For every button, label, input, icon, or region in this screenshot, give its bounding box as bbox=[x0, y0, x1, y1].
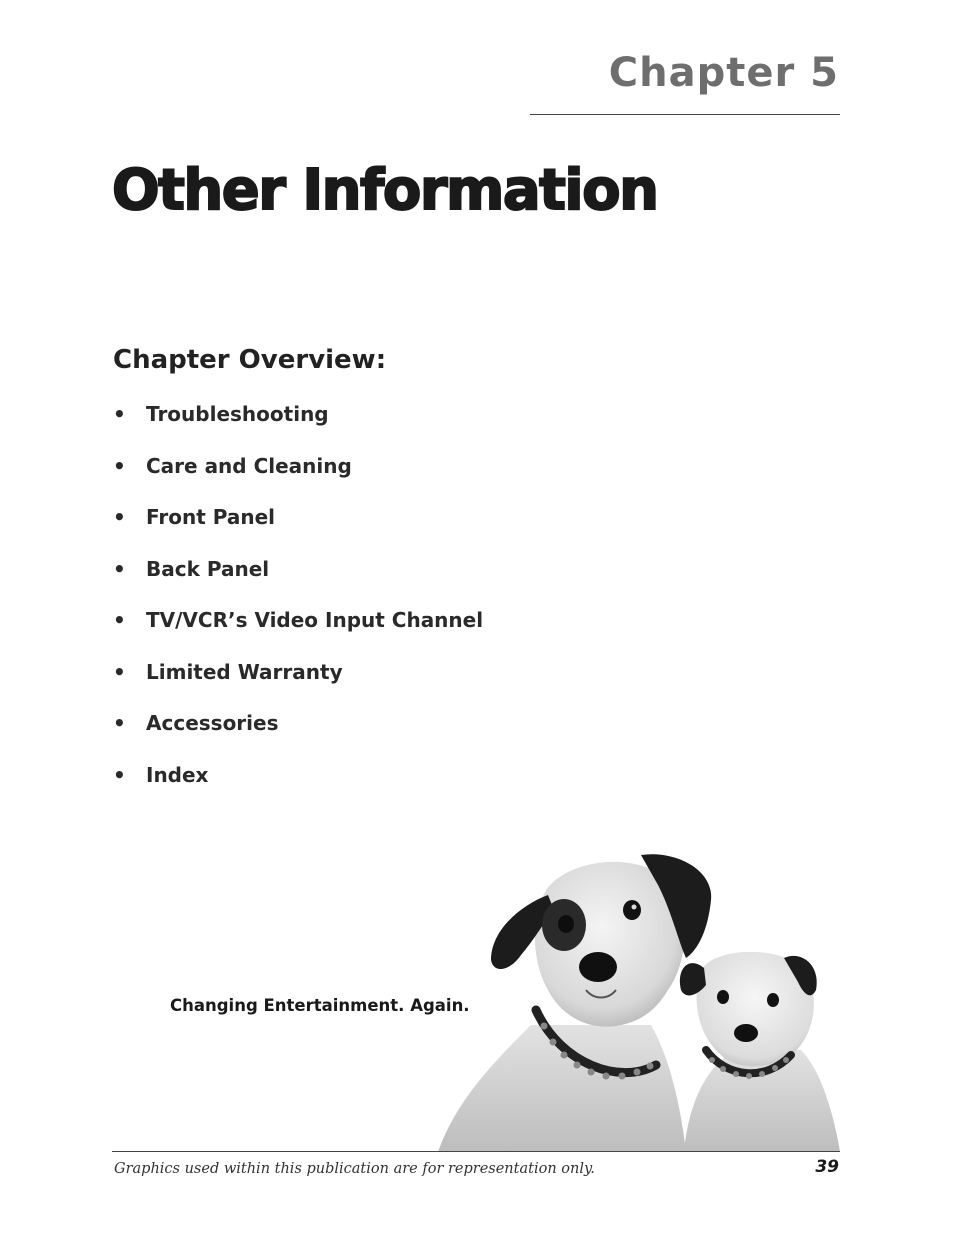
overview-heading: Chapter Overview: bbox=[113, 345, 387, 375]
list-item-label: Back Panel bbox=[146, 556, 270, 581]
chapter-label: Chapter 5 bbox=[608, 50, 839, 96]
list-item-label: Front Panel bbox=[146, 505, 276, 529]
page-number: 39 bbox=[815, 1157, 839, 1177]
list-item bbox=[113, 454, 483, 506]
bullet-glyph: • bbox=[113, 762, 126, 787]
bullet-glyph: • bbox=[113, 608, 126, 632]
list-item bbox=[113, 711, 483, 763]
bullet-glyph: • bbox=[113, 711, 126, 735]
list-item-label: Limited Warranty bbox=[146, 659, 343, 684]
list-item bbox=[113, 608, 483, 660]
list-item-label: TV/VCR’s Video Input Channel bbox=[146, 608, 484, 632]
overview-list bbox=[113, 402, 483, 814]
footer-note: Graphics used within this publication are for representation only. bbox=[114, 1161, 595, 1177]
bullet-glyph: • bbox=[113, 402, 126, 426]
bullet-glyph: • bbox=[113, 453, 126, 478]
chapter-divider bbox=[530, 114, 840, 115]
footer-divider bbox=[112, 1151, 840, 1152]
dogs-photo bbox=[436, 850, 840, 1152]
page-title: Other Information bbox=[112, 158, 658, 223]
list-item-label: Care and Cleaning bbox=[146, 453, 352, 478]
list-item-label: Index bbox=[146, 762, 209, 787]
list-item bbox=[113, 763, 483, 815]
list-item bbox=[113, 402, 483, 454]
list-item bbox=[113, 660, 483, 712]
list-item-label: Accessories bbox=[146, 711, 279, 735]
bullet-glyph: • bbox=[113, 556, 126, 581]
tagline: Changing Entertainment. Again. bbox=[170, 996, 470, 1015]
bullet-glyph: • bbox=[113, 505, 126, 529]
list-item bbox=[113, 505, 483, 557]
bullet-glyph: • bbox=[113, 659, 126, 684]
list-item-label: Troubleshooting bbox=[146, 402, 329, 426]
list-item bbox=[113, 557, 483, 609]
